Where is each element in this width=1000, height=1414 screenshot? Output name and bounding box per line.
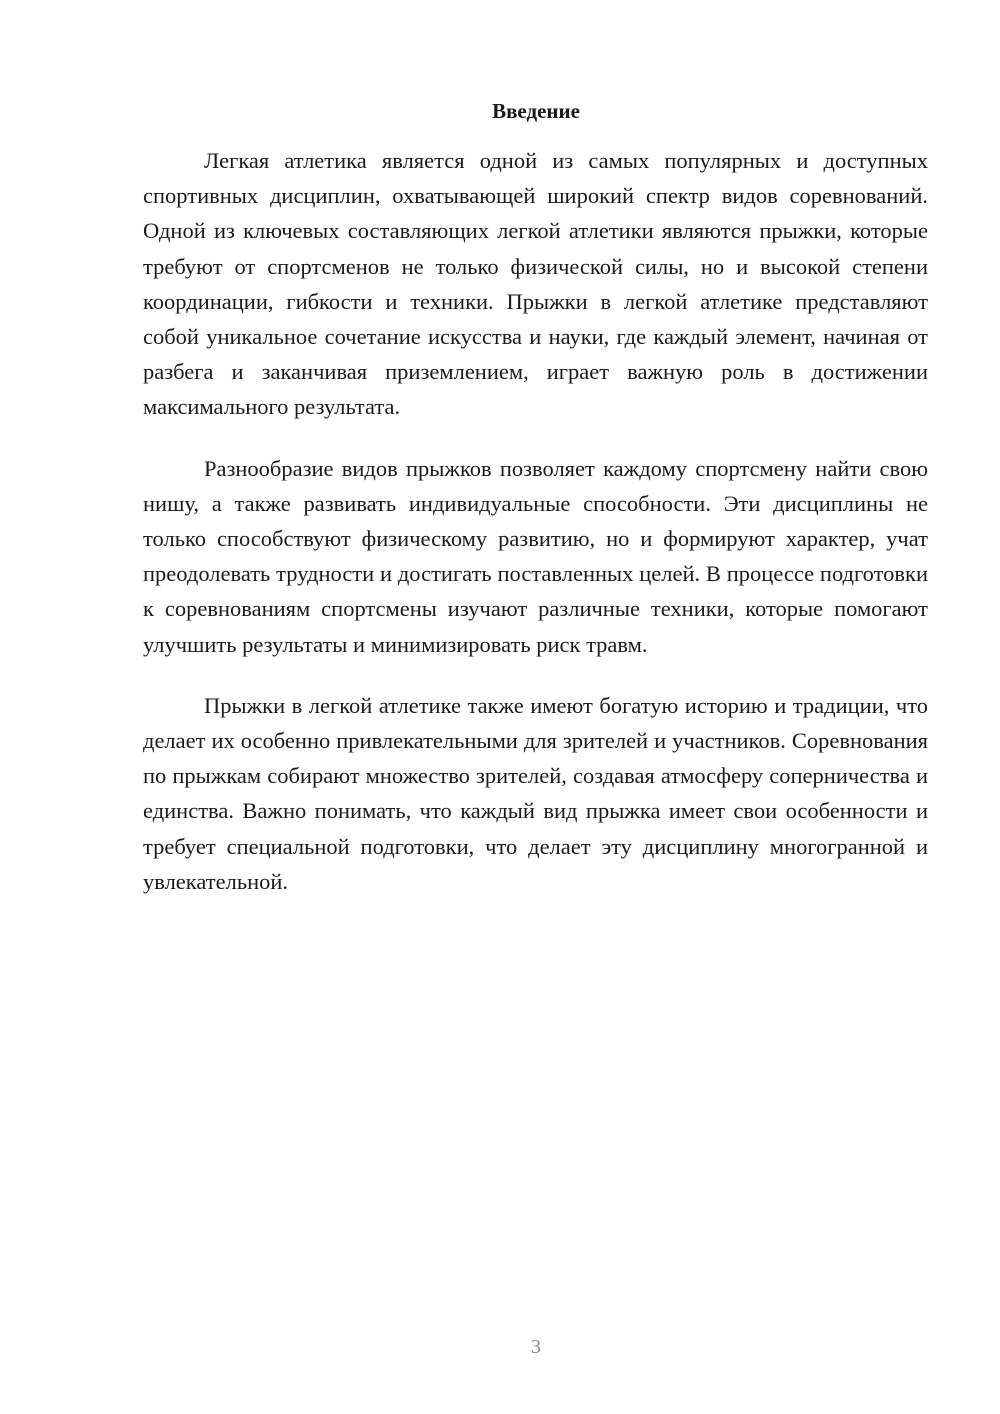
page-number: 3 <box>531 1336 541 1358</box>
paragraph-1: Легкая атлетика является одной из самых популярных и доступных спортивных дисциплин, охватывающей широкий спектр видов соревнований. Одной из ключевых составляющих легкой атлетики являются прыжки, которые требуют от спортсменов не только физической силы, но и высокой степени координации, гибкости и техники. Прыжки в легкой атлетике представляют собой уникальное сочетание искусства и науки, где каждый элемент, начиная от разбега и заканчивая приземлением, играет важную роль в достижении максимального результата. <box>143 148 928 420</box>
body-text <box>143 143 928 925</box>
section-title: Введение <box>492 99 580 123</box>
paragraph-3: Прыжки в легкой атлетике также имеют богатую историю и традиции, что делает их особенно привлекательными для зрителей и участников. Соревнования по прыжкам собирают множество зрителей, создавая атмосферу соперничества и единства. Важно понимать, что каждый вид прыжка имеет свои особенности и требует специальной подготовки, что делает эту дисциплину многогранной и увлекательной. <box>143 692 928 894</box>
paragraph-2: Разнообразие видов прыжков позволяет каждому спортсмену найти свою нишу, а также развивать индивидуальные способности. Эти дисциплины не только способствуют физическому развитию, но и формируют характер, учат преодолевать трудности и достигать поставленных целей. В процессе подготовки к соревнованиям спортсмены изучают различные техники, которые помогают улучшить результаты и минимизировать риск травм. <box>143 455 928 657</box>
